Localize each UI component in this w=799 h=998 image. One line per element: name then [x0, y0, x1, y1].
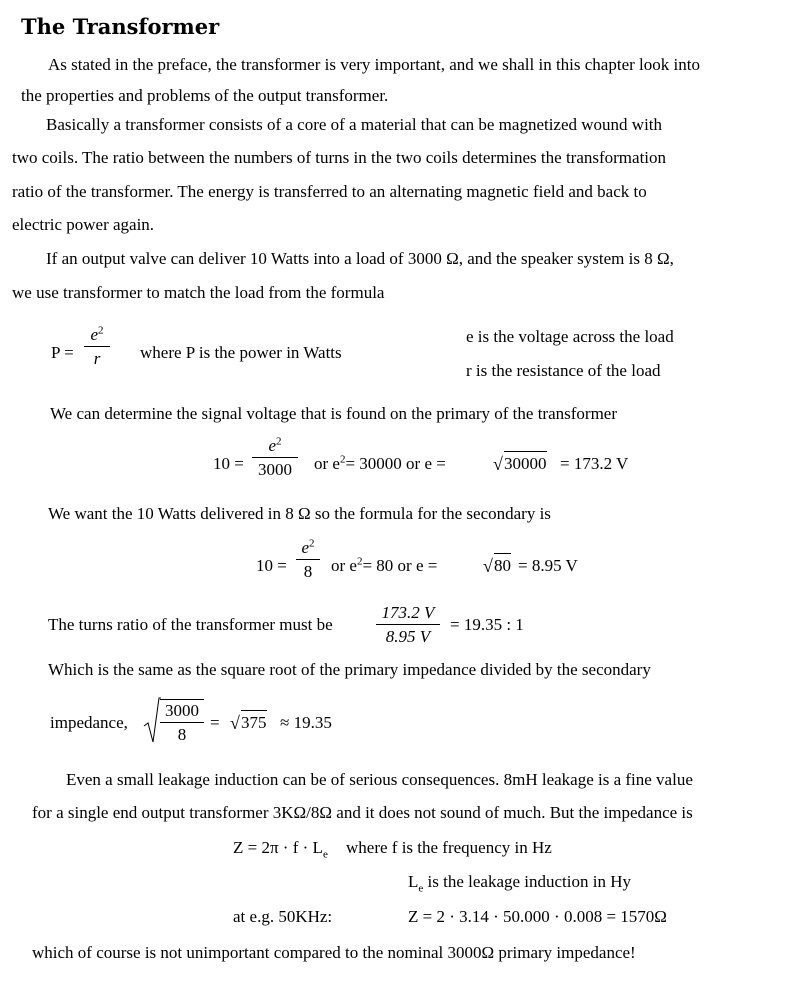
example-calculation: Z = 2 · 3.14 · 50.000 · 0.008 = 1570Ω — [408, 907, 667, 926]
definition-e: e is the voltage across the load — [466, 327, 674, 346]
formula-lhs: 10 = — [256, 556, 287, 575]
numerator: 3000 — [165, 701, 199, 720]
formula-result: = 8.95 V — [518, 556, 578, 575]
exponent: 2 — [276, 435, 282, 448]
denominator: r — [93, 349, 101, 368]
impedance-label: impedance, — [50, 713, 128, 732]
formula-result: ≈ 19.35 — [280, 713, 332, 732]
exponent: 2 — [98, 324, 104, 337]
paragraph-line: we use transformer to match the load from the formula — [12, 283, 385, 302]
formula-middle: or $e^2= 80$ or e = — [331, 555, 438, 575]
definition-l: $L_e$ is the leakage induction in Hy — [408, 872, 632, 895]
paragraph-line: Which is the same as the square root of the primary impedance divided by the secondary — [48, 660, 651, 679]
numerator: e — [90, 325, 99, 344]
radical-sign-icon: √ — [230, 713, 240, 733]
formula-where: where f is the frequency in Hz — [346, 838, 552, 857]
paragraph-line: Even a small leakage induction can be of serious consequences. 8mH leakage is a fine value — [66, 770, 693, 789]
paragraph-line: for a single end output transformer 3KΩ/8Ω and it does not sound of much. But the impedance is — [32, 803, 693, 822]
formula-z: $Z = 2\pi \cdot f \cdot L_e$ — [233, 838, 328, 861]
paragraph-line: Basically a transformer consists of a core of a material that can be magnetized wound with — [46, 115, 663, 134]
paragraph-line: We want the 10 Watts delivered in 8 Ω so the formula for the secondary is — [48, 504, 551, 523]
example-label: at e.g. 50KHz: — [233, 907, 333, 926]
paragraph-line: which of course is not unimportant compared to the nominal 3000Ω primary impedance! — [32, 943, 636, 962]
paragraph-line: The turns ratio of the transformer must be — [48, 615, 333, 634]
paragraph-line: If an output valve can deliver 10 Watts into a load of 3000 Ω, and the speaker system is 8 Ω, — [46, 249, 674, 268]
formula-where: where P is the power in Watts — [140, 343, 342, 362]
paragraph-line: electric power again. — [12, 215, 155, 234]
exponent: 2 — [339, 453, 346, 466]
paragraph-line: the properties and problems of the output transformer. — [21, 86, 389, 105]
formula-lhs: P = — [51, 343, 74, 362]
formula-result: = 173.2 V — [560, 454, 629, 473]
radicand: 80 — [494, 553, 511, 574]
radicand: 30000 — [504, 451, 547, 472]
formula-equals: = — [210, 713, 220, 732]
fraction — [160, 699, 204, 743]
exponent: 2 — [356, 555, 363, 568]
radical-sign-icon — [143, 696, 161, 744]
radical-sign-icon: √ — [483, 556, 493, 576]
radical-sign-icon: √ — [493, 454, 503, 474]
paragraph-line: As stated in the preface, the transformer is very important, and we shall in this chapter look into — [48, 55, 700, 74]
denominator: 3000 — [258, 460, 292, 479]
subscript: e — [322, 848, 328, 861]
subscript: e — [418, 882, 424, 895]
formula-middle: or $e^2= 30000$ or e = — [314, 453, 446, 473]
numerator: 173.2 V — [381, 603, 435, 622]
paragraph-line: ratio of the transformer. The energy is transferred to an alternating magnetic field and back to — [12, 182, 647, 201]
fraction — [296, 539, 320, 580]
paragraph-line: We can determine the signal voltage that is found on the primary of the transformer — [50, 404, 618, 423]
numerator: e — [301, 538, 310, 557]
definition-r: r is the resistance of the load — [466, 361, 661, 380]
page-title: The Transformer — [21, 14, 220, 39]
formula-result: = 19.35 : 1 — [450, 615, 524, 634]
fraction — [252, 437, 298, 478]
radicand: 375 — [241, 710, 267, 731]
paragraph-line: two coils. The ratio between the numbers of turns in the two coils determines the transformation — [12, 148, 667, 167]
denominator: 8 — [303, 562, 313, 581]
formula-lhs: 10 = — [213, 454, 244, 473]
denominator: 8.95 V — [385, 627, 431, 646]
fraction — [376, 604, 440, 645]
exponent: 2 — [309, 537, 315, 550]
fraction — [84, 326, 110, 367]
denominator: 8 — [177, 725, 187, 744]
numerator: e — [268, 436, 277, 455]
